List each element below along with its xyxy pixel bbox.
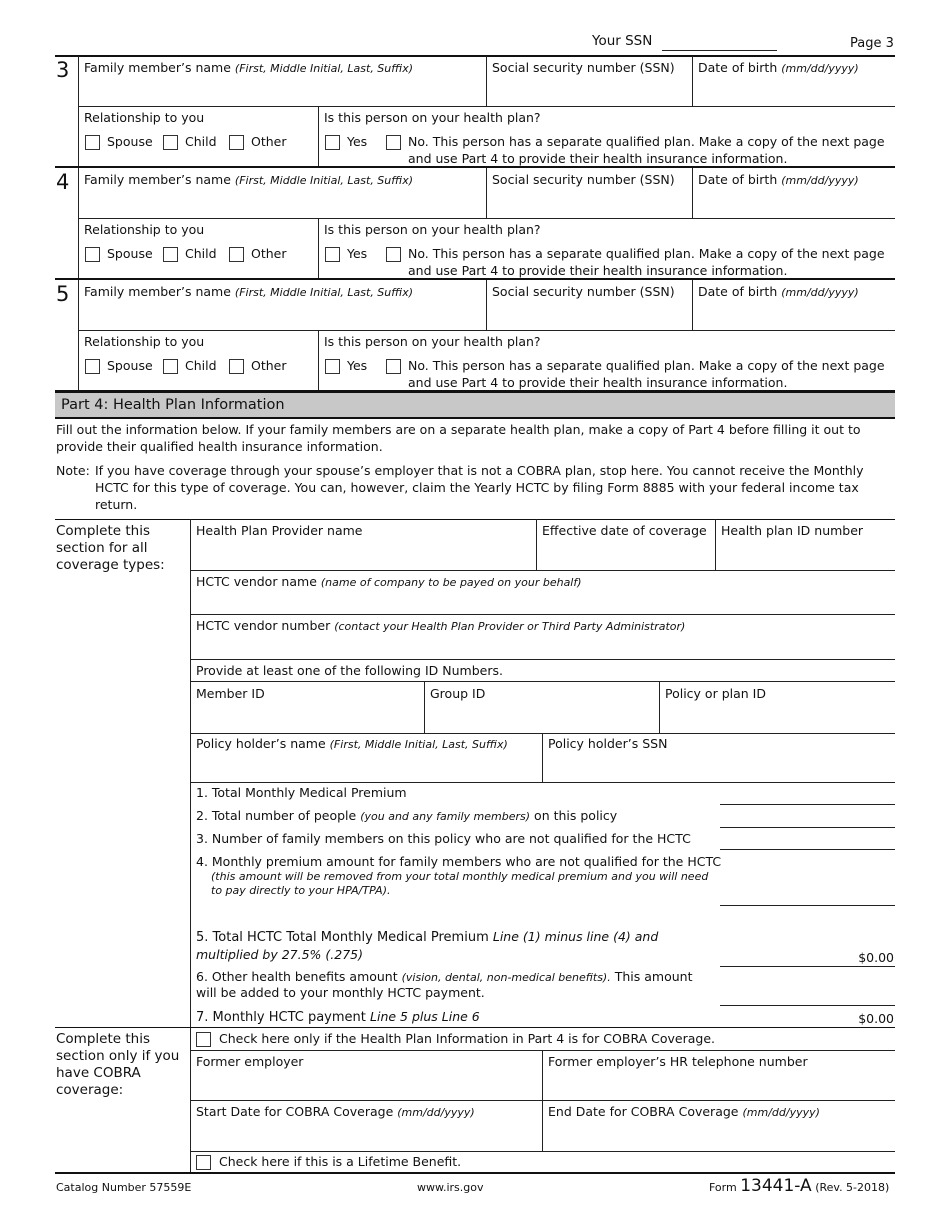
child-checkbox[interactable] bbox=[163, 247, 178, 262]
cobra-start-label: Start Date for COBRA Coverage (mm/dd/yyyy) bbox=[196, 1104, 475, 1119]
spouse-checkbox[interactable] bbox=[85, 135, 100, 150]
no-label-line1: No. This person has a separate qualified plan. Make a copy of the next page bbox=[408, 246, 885, 261]
family-name-label: Family member’s name (First, Middle Initial, Last, Suffix) bbox=[84, 284, 414, 299]
child-checkbox[interactable] bbox=[163, 135, 178, 150]
note-line1: If you have coverage through your spouse’s employer that is not a COBRA plan, stop here. You cannot receive the Monthly bbox=[95, 463, 864, 478]
family-name-label: Family member’s name (First, Middle Initial, Last, Suffix) bbox=[84, 60, 414, 75]
ssn-input-line[interactable] bbox=[662, 50, 777, 51]
spouse-checkbox[interactable] bbox=[85, 359, 100, 374]
policy-id-label: Policy or plan ID bbox=[665, 686, 766, 701]
plan-question: Is this person on your health plan? bbox=[324, 222, 541, 237]
former-employer-label: Former employer bbox=[196, 1054, 304, 1069]
line4-label: 4. Monthly premium amount for family members who are not qualified for the HCTC bbox=[196, 854, 722, 869]
yes-checkbox[interactable] bbox=[325, 135, 340, 150]
no-checkbox[interactable] bbox=[386, 247, 401, 262]
line2-label: 2. Total number of people (you and any family members) on this policy bbox=[196, 808, 618, 823]
holder-name-label: Policy holder’s name (First, Middle Initial, Last, Suffix) bbox=[196, 736, 508, 751]
no-checkbox[interactable] bbox=[386, 135, 401, 150]
relationship-label: Relationship to you bbox=[84, 110, 205, 125]
group-id-label: Group ID bbox=[430, 686, 486, 701]
note-rest: HCTC for this type of coverage. You can, however, claim the Yearly HCTC by filing Form 8885 with your federal income tax return. bbox=[95, 480, 859, 512]
form-id: Form 13441-A (Rev. 5-2018) bbox=[709, 1176, 890, 1196]
ssn-label: Your SSN bbox=[592, 33, 653, 49]
no-label-line2: and use Part 4 to provide their health insurance information. bbox=[408, 263, 788, 278]
part4-title: Part 4: Health Plan Information bbox=[61, 397, 285, 413]
website: www.irs.gov bbox=[417, 1181, 484, 1194]
yes-label: Yes bbox=[347, 246, 368, 261]
effective-date-label: Effective date of coverage bbox=[542, 523, 707, 538]
spouse-label: Spouse bbox=[107, 134, 153, 149]
part4-intro: Fill out the information below. If your family members are on a separate health plan, make a copy of Part 4 before filling it out to provide their qualified health insurance information. bbox=[56, 422, 861, 454]
section-cobra: Complete this section only if you have COBRA coverage: bbox=[56, 1031, 180, 1098]
family-ssn-label: Social security number (SSN) bbox=[492, 172, 675, 187]
no-label-line1: No. This person has a separate qualified plan. Make a copy of the next page bbox=[408, 134, 885, 149]
line5-value[interactable]: $0.00 bbox=[858, 950, 894, 965]
yes-checkbox[interactable] bbox=[325, 359, 340, 374]
cobra-end-label: End Date for COBRA Coverage (mm/dd/yyyy) bbox=[548, 1104, 820, 1119]
family-dob-label: Date of birth (mm/dd/yyyy) bbox=[698, 172, 859, 187]
family-dob-label: Date of birth (mm/dd/yyyy) bbox=[698, 284, 859, 299]
cobra-checkbox[interactable] bbox=[196, 1032, 211, 1047]
no-label-line1: No. This person has a separate qualified plan. Make a copy of the next page bbox=[408, 358, 885, 373]
line3-field[interactable] bbox=[720, 849, 895, 850]
other-label: Other bbox=[251, 134, 287, 149]
holder-ssn-label: Policy holder’s SSN bbox=[548, 736, 668, 751]
child-label: Child bbox=[185, 246, 217, 261]
other-label: Other bbox=[251, 246, 287, 261]
family-dob-label: Date of birth (mm/dd/yyyy) bbox=[698, 60, 859, 75]
line2-field[interactable] bbox=[720, 827, 895, 828]
line7-label: 7. Monthly HCTC payment Line 5 plus Line 6 bbox=[196, 1009, 480, 1025]
other-checkbox[interactable] bbox=[229, 135, 244, 150]
no-label-line2: and use Part 4 to provide their health insurance information. bbox=[408, 151, 788, 166]
spouse-checkbox[interactable] bbox=[85, 247, 100, 262]
hr-phone-label: Former employer’s HR telephone number bbox=[548, 1054, 808, 1069]
other-label: Other bbox=[251, 358, 287, 373]
relationship-label: Relationship to you bbox=[84, 334, 205, 349]
part4-header bbox=[55, 391, 895, 419]
line1-label: 1. Total Monthly Medical Premium bbox=[196, 785, 407, 800]
line5-label: 5. Total HCTC Total Monthly Medical Premium Line (1) minus line (4) and multiplied by 27.5% (.275) bbox=[196, 929, 659, 962]
yes-label: Yes bbox=[347, 134, 368, 149]
plan-id-label: Health plan ID number bbox=[721, 523, 864, 538]
row-number: 4 bbox=[56, 170, 70, 194]
member-id-label: Member ID bbox=[196, 686, 265, 701]
catalog-number: Catalog Number 57559E bbox=[56, 1181, 192, 1194]
plan-question: Is this person on your health plan? bbox=[324, 334, 541, 349]
family-ssn-label: Social security number (SSN) bbox=[492, 284, 675, 299]
yes-label: Yes bbox=[347, 358, 368, 373]
family-ssn-label: Social security number (SSN) bbox=[492, 60, 675, 75]
other-checkbox[interactable] bbox=[229, 359, 244, 374]
vendor-number-label: HCTC vendor number (contact your Health Plan Provider or Third Party Administrator) bbox=[196, 618, 686, 633]
child-label: Child bbox=[185, 134, 217, 149]
provider-name-label: Health Plan Provider name bbox=[196, 523, 363, 538]
relationship-label: Relationship to you bbox=[84, 222, 205, 237]
no-label-line2: and use Part 4 to provide their health insurance information. bbox=[408, 375, 788, 390]
vendor-name-label: HCTC vendor name (name of company to be payed on your behalf) bbox=[196, 574, 582, 589]
line4-field[interactable] bbox=[720, 905, 895, 906]
line1-field[interactable] bbox=[720, 804, 895, 805]
other-checkbox[interactable] bbox=[229, 247, 244, 262]
row-number: 5 bbox=[56, 282, 70, 306]
row-number: 3 bbox=[56, 58, 70, 82]
yes-checkbox[interactable] bbox=[325, 247, 340, 262]
lifetime-checkbox[interactable] bbox=[196, 1155, 211, 1170]
lifetime-check-label: Check here if this is a Lifetime Benefit. bbox=[219, 1154, 462, 1169]
line7-value[interactable]: $0.00 bbox=[858, 1011, 894, 1026]
child-label: Child bbox=[185, 358, 217, 373]
cobra-check-label: Check here only if the Health Plan Information in Part 4 is for COBRA Coverage. bbox=[219, 1031, 716, 1046]
no-checkbox[interactable] bbox=[386, 359, 401, 374]
line6-label: 6. Other health benefits amount (vision, dental, non-medical benefits). This amount will be added to your monthly HCTC payment. bbox=[196, 969, 693, 1001]
section-all-coverage: Complete this section for all coverage types: bbox=[56, 523, 165, 573]
note-label: Note: bbox=[56, 463, 90, 478]
child-checkbox[interactable] bbox=[163, 359, 178, 374]
family-name-label: Family member’s name (First, Middle Initial, Last, Suffix) bbox=[84, 172, 414, 187]
spouse-label: Spouse bbox=[107, 246, 153, 261]
spouse-label: Spouse bbox=[107, 358, 153, 373]
line4-hint: (this amount will be removed from your total monthly medical premium and you will need to pay directly to your HPA/TPA). bbox=[211, 870, 709, 898]
line3-label: 3. Number of family members on this policy who are not qualified for the HCTC bbox=[196, 831, 691, 846]
id-numbers-note: Provide at least one of the following ID Numbers. bbox=[196, 663, 503, 678]
line6-field[interactable] bbox=[720, 1005, 895, 1006]
page-number: Page 3 bbox=[850, 36, 894, 51]
plan-question: Is this person on your health plan? bbox=[324, 110, 541, 125]
